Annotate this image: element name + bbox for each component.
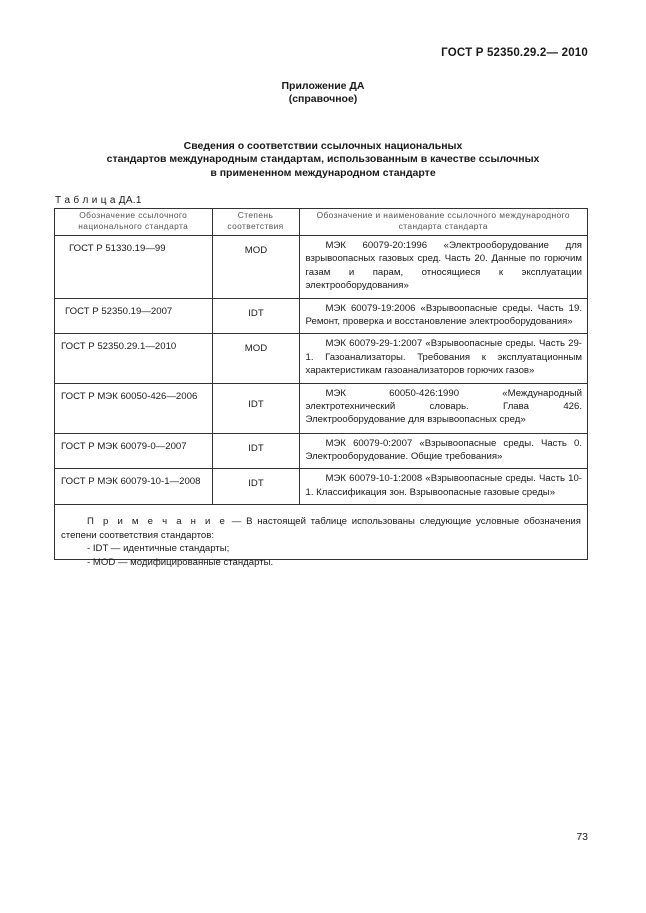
header-national-standard: Обозначение ссылочного национального стандарта — [55, 209, 212, 236]
section-title-line: Сведения о соответствии ссылочных национальных — [183, 140, 463, 152]
section-title-line: в примененном международном стандарте — [210, 166, 436, 179]
degree-cell: IDT — [212, 469, 299, 505]
appendix-title: Приложение ДА — [281, 80, 365, 92]
document-code: ГОСТ Р 52350.29.2— 2010 — [441, 47, 588, 59]
international-standard-cell: МЭК 60079-0:2007 «Взрывоопасные среды. Часть 0. Электрооборудование. Общие требования» — [299, 433, 587, 469]
degree-cell: MOD — [212, 334, 299, 383]
international-standard-cell: МЭК 60079-29-1:2007 «Взрывоопасные среды. Часть 29-1. Газоанализаторы. Требования к эксплуатационным характеристикам газоанализаторов горючих газов» — [299, 334, 587, 383]
national-standard-cell: ГОСТ Р МЭК 60050-426—2006 — [55, 383, 212, 433]
note-label: П р и м е ч а н и е — [87, 516, 228, 528]
correspondence-table — [54, 208, 588, 568]
header-degree: Степень соответствия — [212, 209, 299, 236]
degree-cell: IDT — [212, 298, 299, 334]
national-standard-cell: ГОСТ Р МЭК 60079-10-1—2008 — [55, 469, 212, 505]
table-row — [55, 469, 587, 505]
table-note — [55, 505, 587, 569]
international-standard-cell: МЭК 60079-20:1996 «Электрооборудование для взрывоопасных газовых сред. Часть 20. Данные по горючим газам и парам, относящиеся к эксплуатации электрооборудования» — [299, 236, 587, 299]
international-standard-cell: МЭК 60050-426:1990 «Международный электротехнический словарь. Глава 426. Электрооборудование для взрывоопасных сред» — [299, 383, 587, 433]
data-table — [55, 209, 587, 505]
table-row — [55, 334, 587, 383]
degree-cell: MOD — [212, 236, 299, 299]
table-row — [55, 433, 587, 469]
degree-cell: IDT — [212, 383, 299, 433]
national-standard-cell: ГОСТ Р МЭК 60079-0—2007 — [55, 433, 212, 469]
header-international-standard: Обозначение и наименование ссылочного международного стандарта стандарта — [299, 209, 587, 236]
section-title — [0, 140, 646, 180]
page-number: 73 — [576, 831, 588, 843]
appendix-subtitle: (справочное) — [288, 93, 358, 105]
table-row — [55, 236, 587, 299]
note-item-idt: - IDT — идентичные стандарты; — [87, 543, 230, 555]
national-standard-cell: ГОСТ Р 52350.29.1—2010 — [55, 334, 212, 383]
appendix-heading — [0, 80, 646, 106]
table-caption: Т а б л и ц а ДА.1 — [55, 195, 142, 206]
note-item-mod: - MOD — модифицированные стандарты. — [87, 556, 274, 568]
table-row — [55, 383, 587, 433]
national-standard-cell: ГОСТ Р 52350.19—2007 — [55, 298, 212, 334]
table-row — [55, 298, 587, 334]
note-text: — В настоящей таблице использованы следующие условные обозначения степени соответствия стандартов: — [61, 516, 581, 541]
table-header-row — [55, 209, 587, 236]
national-standard-cell: ГОСТ Р 51330.19—99 — [55, 236, 212, 299]
international-standard-cell: МЭК 60079-10-1:2008 «Взрывоопасные среды. Часть 10-1. Классификация зон. Взрывоопасные газовые среды» — [299, 469, 587, 505]
international-standard-cell: МЭК 60079-19:2006 «Взрывоопасные среды. Часть 19. Ремонт, проверка и восстановление электрооборудования» — [299, 298, 587, 334]
section-title-line: стандартов международным стандартам, использованным в качестве ссылочных — [106, 153, 540, 166]
degree-cell: IDT — [212, 433, 299, 469]
